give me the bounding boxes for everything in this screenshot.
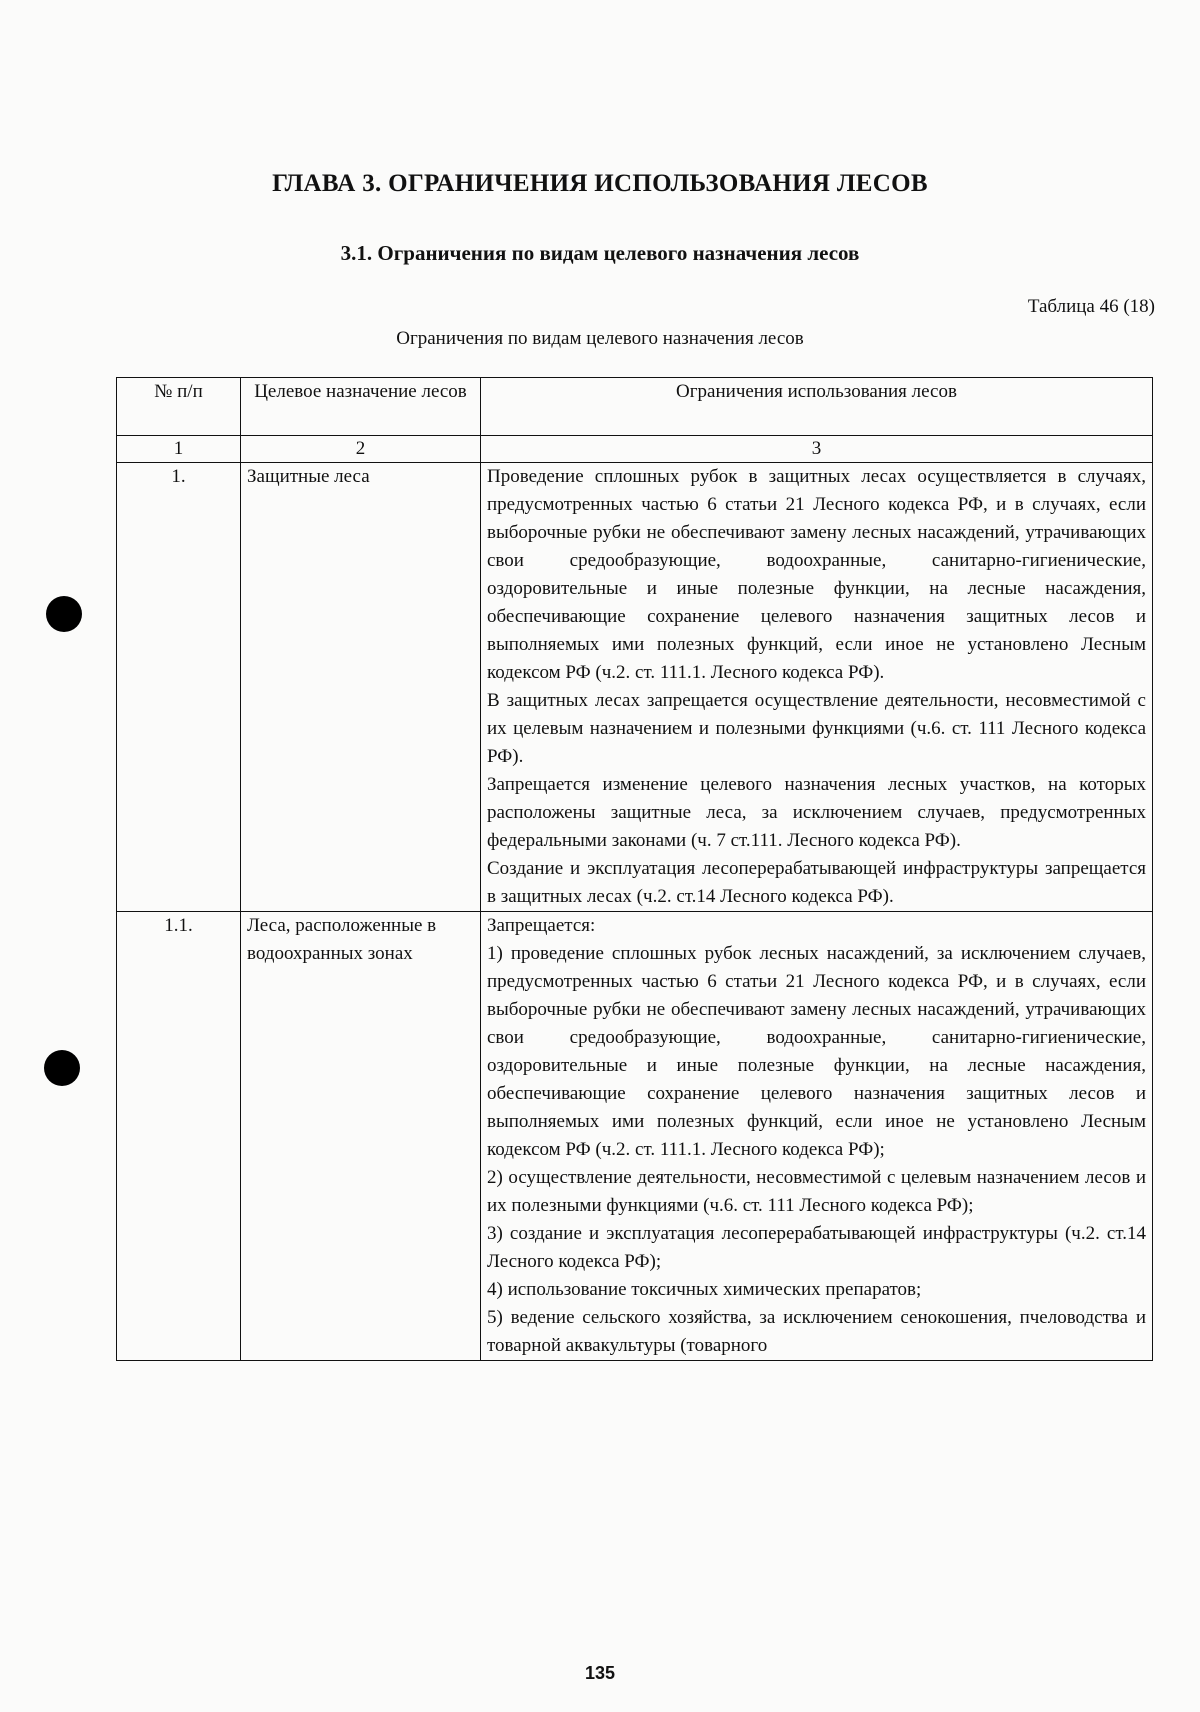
header-restrictions: Ограничения использования лесов [481, 378, 1153, 436]
column-number: 3 [481, 436, 1153, 463]
paragraph: Запрещается: [487, 915, 596, 936]
punch-hole-top [46, 596, 82, 632]
table-row [117, 912, 1153, 1361]
restrictions-table [116, 377, 1153, 1361]
paragraph: 3) создание и эксплуатация лесоперерабатывающей инфраструктуры (ч.2. ст.14 Лесного кодекса РФ); [487, 1223, 1146, 1272]
paragraph: 4) использование токсичных химических препаратов; [487, 1279, 922, 1300]
page-number: 135 [584, 1663, 616, 1683]
row-number: 1.1. [117, 912, 241, 1361]
paragraph: В защитных лесах запрещается осуществление деятельности, несовместимой с их целевым назначением и полезными функциями (ч.6. ст. 111 Лесного кодекса РФ). [487, 690, 1146, 767]
paragraph: Запрещается изменение целевого назначения лесных участков, на которых расположены защитные леса, за исключением случаев, предусмотренных федеральными законами (ч. 7 ст.111. Лесного кодекса РФ). [487, 774, 1146, 851]
column-number: 2 [241, 436, 481, 463]
paragraph: 1) проведение сплошных рубок лесных насаждений, за исключением случаев, предусмотренных частью 6 статьи 21 Лесного кодекса РФ, и в случаях, если выборочные рубки не обеспечивают замену лесных насаждений, утрачивающих свои средообразующие, водоохранные, санитарно-гигиенические, оздоровительные и иные полезные функции, на лесные насаждения, обеспечивающие сохранение целевого назначения защитных лесов и выполняемых ими полезных функций, если иное не установлено Лесным кодексом РФ (ч.2. ст. 111.1. Лесного кодекса РФ); [487, 943, 1146, 1160]
row-restrictions [481, 463, 1153, 912]
table-row [117, 463, 1153, 912]
chapter-title: ГЛАВА 3. ОГРАНИЧЕНИЯ ИСПОЛЬЗОВАНИЯ ЛЕСОВ [272, 170, 928, 197]
paragraph: 5) ведение сельского хозяйства, за исключением сенокошения, пчеловодства и товарной аквакультуры (товарного [487, 1307, 1146, 1356]
paragraph: Создание и эксплуатация лесоперерабатывающей инфраструктуры запрещается в защитных лесах (ч.2. ст.14 Лесного кодекса РФ). [487, 858, 1146, 907]
row-purpose: Леса, расположенные в водоохранных зонах [241, 912, 481, 1361]
table-number: Таблица 46 (18) [1027, 296, 1155, 317]
column-number: 1 [117, 436, 241, 463]
punch-hole-bottom [44, 1050, 80, 1086]
paragraph: Проведение сплошных рубок в защитных лесах осуществляется в случаях, предусмотренных частью 6 статьи 21 Лесного кодекса РФ, и в случаях, если выборочные рубки не обеспечивают замену лесных насаждений, утрачивающих свои средообразующие, водоохранные, санитарно-гигиенические, оздоровительные и иные полезные функции, на лесные насаждения, обеспечивающие сохранение целевого назначения защитных лесов и выполняемых ими полезных функций, если иное не установлено Лесным кодексом РФ (ч.2. ст. 111.1. Лесного кодекса РФ). [487, 466, 1146, 683]
header-purpose: Целевое назначение лесов [241, 378, 481, 436]
table-header-row [117, 378, 1153, 436]
paragraph: 2) осуществление деятельности, несовместимой с целевым назначением лесов и их полезными функциями (ч.6. ст. 111 Лесного кодекса РФ); [487, 1167, 1146, 1216]
header-num: № п/п [117, 378, 241, 436]
row-purpose: Защитные леса [241, 463, 481, 912]
row-number: 1. [117, 463, 241, 912]
row-restrictions [481, 912, 1153, 1361]
table-caption: Ограничения по видам целевого назначения лесов [396, 328, 804, 349]
column-number-row [117, 436, 1153, 463]
section-title: 3.1. Ограничения по видам целевого назначения лесов [340, 241, 860, 265]
